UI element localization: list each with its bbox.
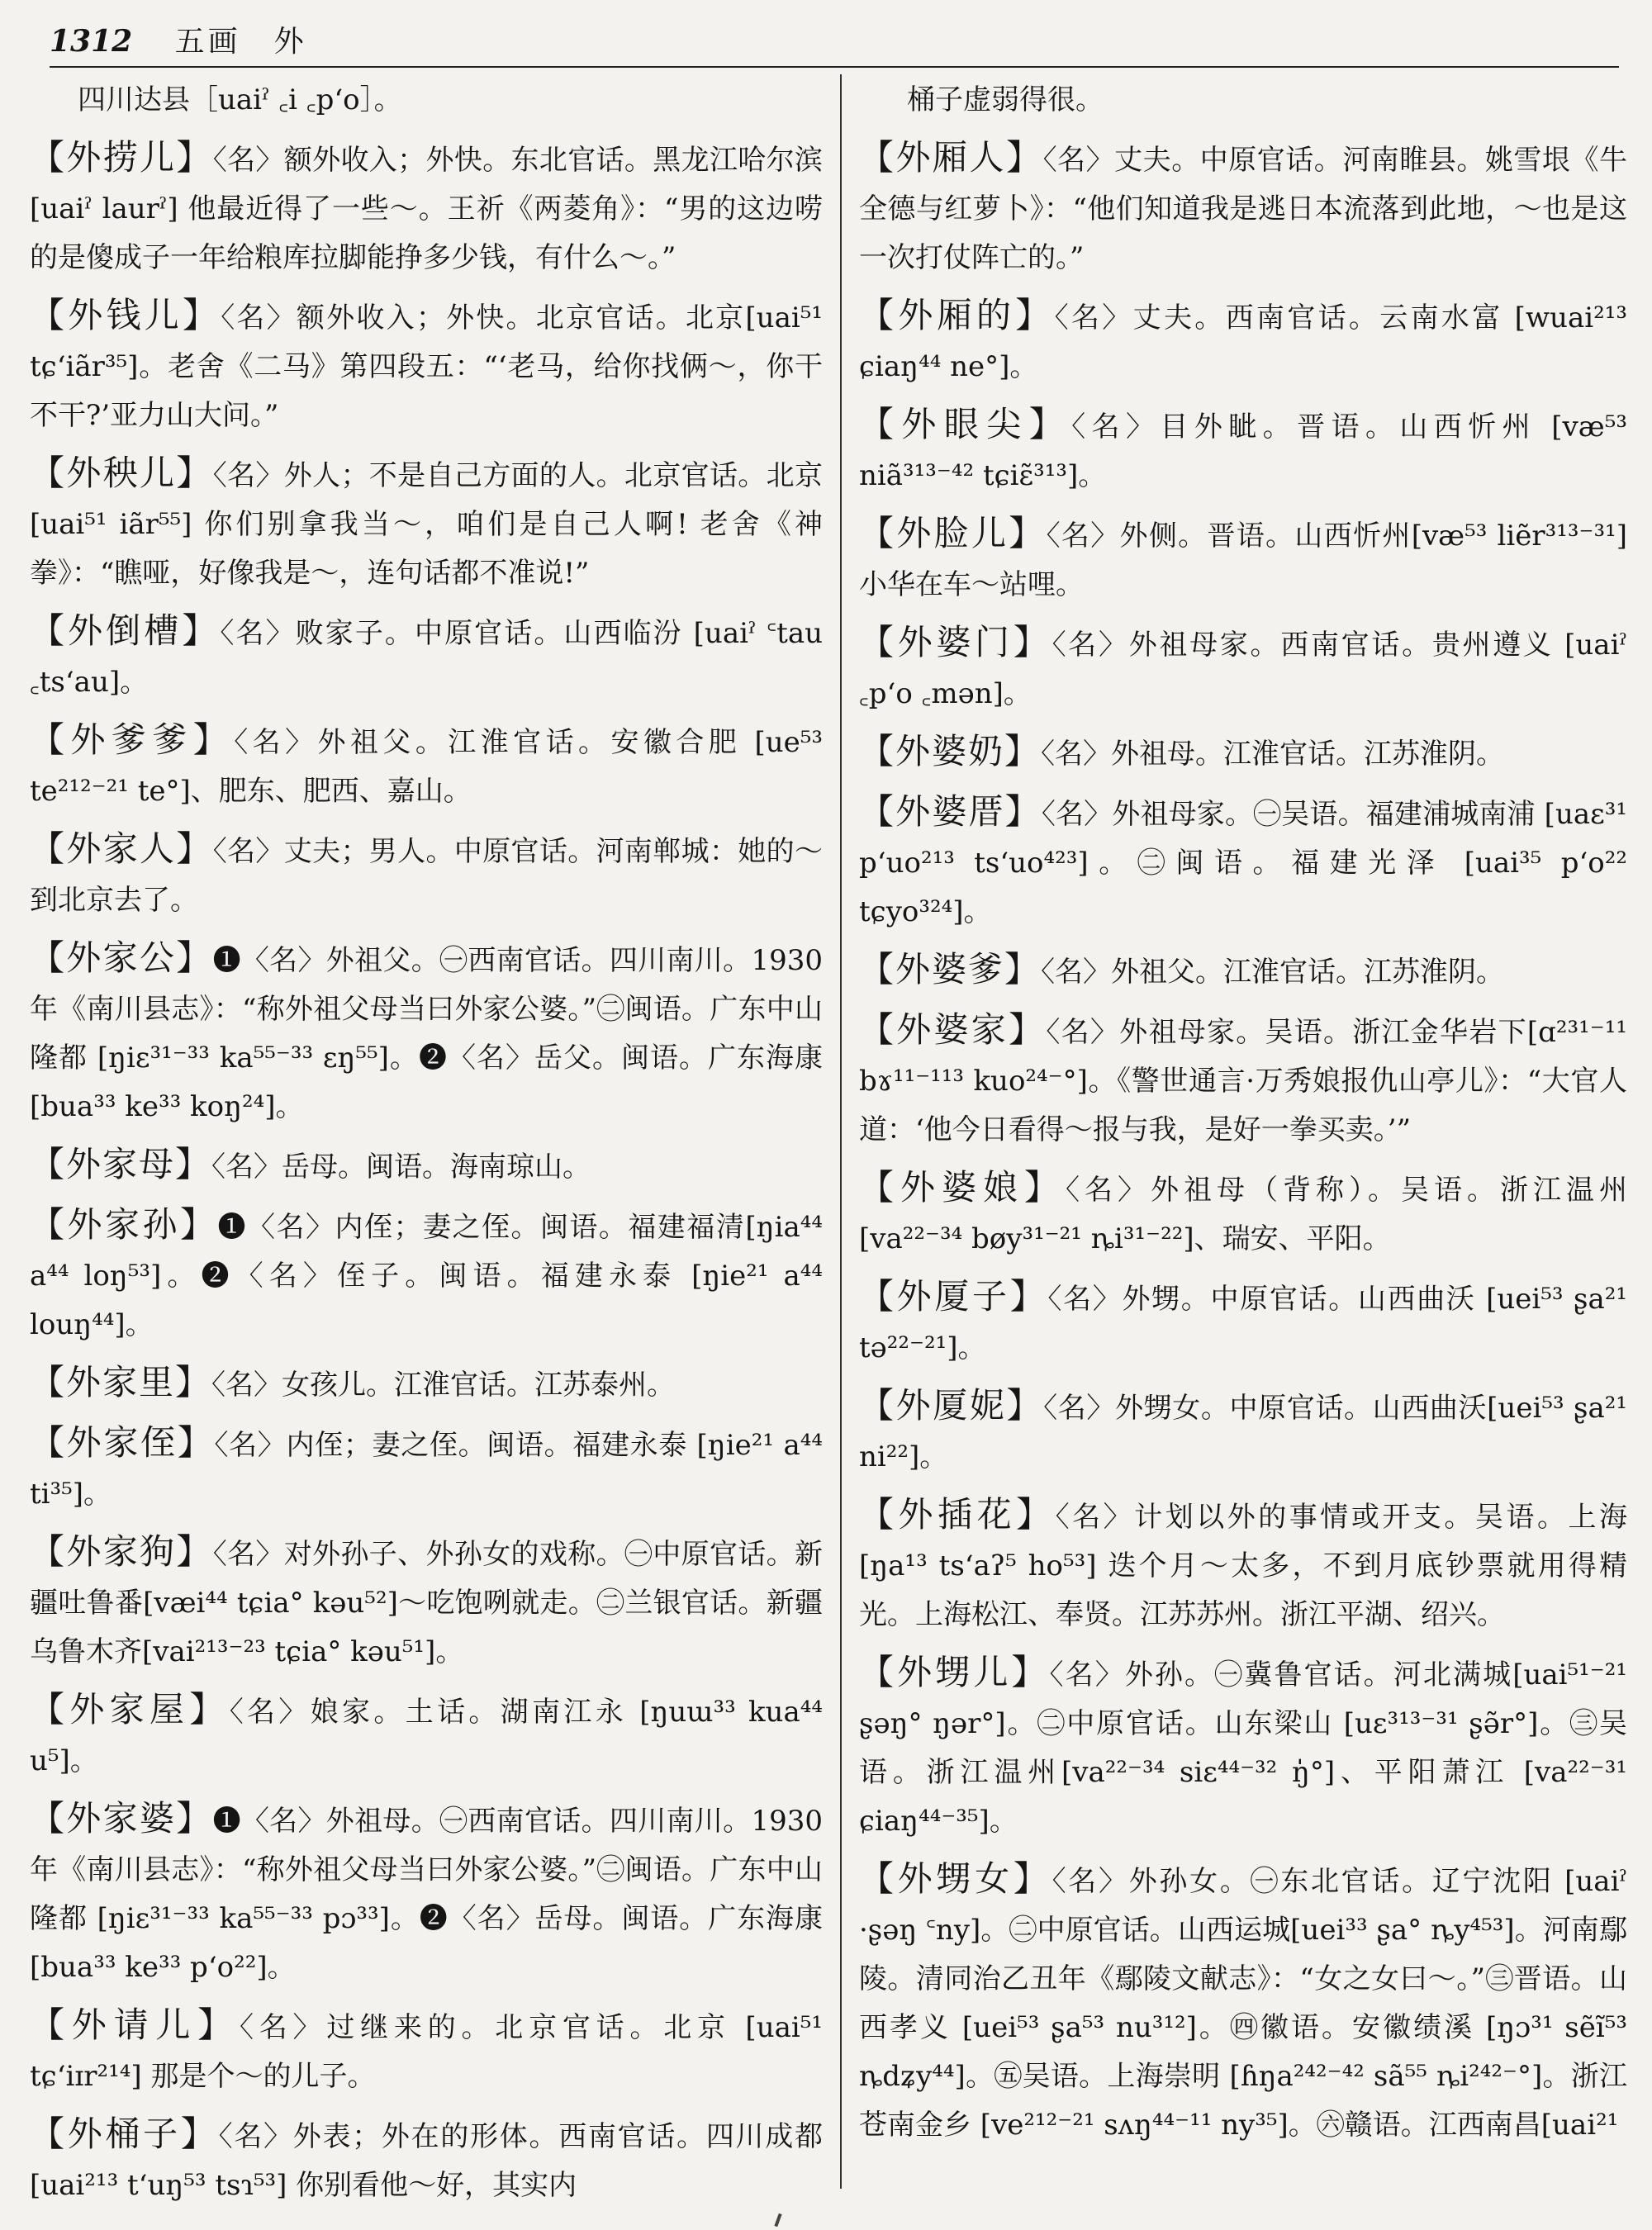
headword: 【外家婆】 bbox=[30, 1798, 213, 1839]
entry bbox=[30, 291, 823, 440]
right-column bbox=[859, 76, 1627, 2207]
definition: 〈名〉外人；不是自己方面的人。北京官话。北京 [uai⁵¹ iãr⁵⁵] 你们别拿我当～，咱们是自己人啊! 老舍《神拳》：“瞧哑，好像我是～，连句话都不准说!” bbox=[30, 459, 823, 590]
definition: 〈名〉外表；外在的形体。西南官话。四川成都 [uai²¹³ tʻuŋ⁵³ tsɿ⁵³] 你别看他～好，其实内 bbox=[30, 2120, 823, 2202]
headword: 【外婆爹】 bbox=[859, 949, 1042, 989]
print-mark bbox=[774, 2213, 781, 2227]
column-divider bbox=[840, 74, 842, 2189]
definition: 〈名〉外甥女。中原官话。山西曲沃[uei⁵³ ʂa²¹ ni²²]。 bbox=[859, 1392, 1627, 1473]
definition: 〈名〉外祖父。江淮官话。安徽合肥 [ue⁵³ te²¹²⁻²¹ te°]、肥东、肥西、嘉山。 bbox=[30, 726, 823, 808]
entry bbox=[30, 448, 823, 598]
entry bbox=[30, 1418, 823, 1519]
entry bbox=[30, 1200, 823, 1350]
entry bbox=[859, 291, 1627, 391]
entry bbox=[859, 1648, 1627, 1846]
entry bbox=[859, 133, 1627, 282]
headword: 【外厦妮】 bbox=[859, 1385, 1044, 1426]
headword: 【外厢人】 bbox=[859, 137, 1043, 178]
definition: 〈名〉外祖母（背称）。吴语。浙江温州 [va²²⁻³⁴ bøy³¹⁻²¹ ȵi³¹⁻²²]、瑞安、平阳。 bbox=[859, 1174, 1627, 1255]
entry bbox=[30, 606, 823, 707]
definition: 〈名〉计划以外的事情或开支。吴语。上海 [ŋa¹³ tsʻaʔ⁵ ho⁵³] 迭个月～太多，不到月底钞票就用得精光。上海松江、奉贤。江苏苏州。浙江平湖、绍兴。 bbox=[859, 1501, 1627, 1631]
definition: ❶〈名〉内侄；妻之侄。闽语。福建福清[ŋia⁴⁴ a⁴⁴ loŋ⁵³]。❷〈名〉侄子。闽语。福建永泰 [ŋie²¹ a⁴⁴ louŋ⁴⁴]。 bbox=[30, 1211, 823, 1341]
entry bbox=[30, 824, 823, 925]
entry bbox=[859, 400, 1627, 501]
entry bbox=[859, 1381, 1627, 1482]
headword: 【外家人】 bbox=[30, 828, 213, 869]
entry bbox=[859, 1854, 1627, 2150]
entry bbox=[859, 1490, 1627, 1639]
headword: 【外家母】 bbox=[30, 1144, 212, 1184]
entry bbox=[859, 509, 1627, 610]
definition: 〈名〉外祖母家。㊀吴语。福建浦城南浦 [uaɛ³¹ pʻuo²¹³ tsʻuo⁴²³]。㊁闽语。福建光泽 [uai³⁵ pʻo²² tɕyo³²⁴]。 bbox=[859, 798, 1627, 928]
entry bbox=[30, 1794, 823, 1992]
definition: 〈名〉外祖父。江淮官话。江苏淮阴。 bbox=[1041, 956, 1505, 989]
headword: 【外请儿】 bbox=[30, 2005, 240, 2045]
page-number: 1312 bbox=[50, 24, 133, 59]
definition: 〈名〉岳母。闽语。海南琼山。 bbox=[211, 1151, 591, 1184]
headword: 【外脸儿】 bbox=[859, 513, 1047, 553]
entry bbox=[30, 133, 823, 282]
definition: 〈名〉外甥。中原官话。山西曲沃 [uei⁵³ ʂa²¹ tə²²⁻²¹]。 bbox=[859, 1283, 1627, 1364]
headword: 【外甥女】 bbox=[859, 1858, 1052, 1899]
definition: 〈名〉目外眦。晋语。山西忻州 [væ⁵³ niã³¹³⁻⁴² tɕiɛ̃³¹³]。 bbox=[859, 410, 1627, 492]
headword: 【外眼尖】 bbox=[859, 404, 1072, 444]
definition: 〈名〉外祖母。江淮官话。江苏淮阴。 bbox=[1041, 738, 1505, 771]
entry bbox=[30, 1140, 823, 1192]
entry bbox=[859, 727, 1627, 779]
definition: 〈名〉娘家。土话。湖南江永 [ŋuɯ³³ kua⁴⁴ u⁵]。 bbox=[30, 1696, 823, 1777]
definition: 〈名〉外祖母家。吴语。浙江金华岩下[ɑ²³¹⁻¹¹ bɤ¹¹⁻¹¹³ kuo²⁴⁻°]。《警世通言·万秀娘报仇山亭儿》：“大官人道：‘他今日看得～报与我，是好一拳买卖。’” bbox=[859, 1016, 1627, 1146]
headword: 【外爹爹】 bbox=[30, 719, 235, 760]
continuation-text: 桶子虚弱得很。 bbox=[907, 83, 1104, 116]
headword: 【外厦子】 bbox=[859, 1276, 1048, 1317]
entry bbox=[859, 945, 1627, 997]
headword: 【外家侄】 bbox=[30, 1422, 215, 1463]
entry bbox=[859, 618, 1627, 719]
definition: 〈名〉丈夫。西南官话。云南水富 [wuai²¹³ ɕiaŋ⁴⁴ ne°]。 bbox=[859, 301, 1627, 383]
entry bbox=[30, 2109, 823, 2207]
definition: 〈名〉丈夫。中原官话。河南睢县。姚雪垠《牛全德与红萝卜》：“他们知道我是逃日本流落到此地，～也是这一次打仗阵亡的。” bbox=[859, 144, 1627, 274]
page-header bbox=[50, 17, 1619, 66]
entry bbox=[30, 2000, 823, 2101]
entry bbox=[30, 1358, 823, 1410]
definition: 〈名〉内侄；妻之侄。闽语。福建永泰 [ŋie²¹ a⁴⁴ ti³⁵]。 bbox=[30, 1429, 823, 1511]
definition: 〈名〉丈夫；男人。中原官话。河南郸城：她的～到北京去了。 bbox=[30, 835, 823, 917]
entry bbox=[859, 1163, 1627, 1264]
entry bbox=[859, 787, 1627, 937]
headword: 【外婆奶】 bbox=[859, 731, 1042, 771]
definition: 〈名〉败家子。中原官话。山西临汾 [uaiˀ ꜂tau ꜀tsʻau]。 bbox=[30, 617, 823, 699]
definition: 〈名〉外孙女。㊀东北官话。辽宁沈阳 [uaiˀ ·ʂəŋ ꜂ny]。㊁中原官话。山西运城[uei³³ ʂa° ȵy⁴⁵³]。河南鄢陵。清同治乙丑年《鄢陵文献志》：“女之女曰～。”㊂晋语。山西孝义 [uei⁵³ ʂa⁵³ nu³¹²]。㊃徽语。安徽绩溪 [ŋɔ³¹ sẽĩ⁵³ ȵdʑy⁴⁴]。㊄吴语。上海崇明 [ɦŋa²⁴²⁻⁴² sã⁵⁵ ȵi²⁴²⁻°]。浙江苍南金乡 [ve²¹²⁻²¹ sʌŋ⁴⁴⁻¹¹ ny³⁵]。㊅赣语。江西南昌[uai²¹ bbox=[859, 1865, 1627, 2142]
continuation-text: 四川达县［uaiˀ ꜀i ꜀pʻo］。 bbox=[78, 83, 402, 116]
definition: 〈名〉过继来的。北京官话。北京 [uai⁵¹ tɕʻiɪr²¹⁴] 那是个～的儿子。 bbox=[30, 2011, 823, 2093]
headword: 【外插花】 bbox=[859, 1494, 1056, 1535]
definition: 〈名〉额外收入；外快。北京官话。北京[uai⁵¹ tɕʻiãr³⁵]。老舍《二马》第四段五：“‘老马，给你找俩～，你干不干?’亚力山大问。” bbox=[30, 301, 823, 432]
headword: 【外倒槽】 bbox=[30, 610, 221, 651]
headword: 【外家里】 bbox=[30, 1362, 212, 1402]
definition: 〈名〉外孙。㊀冀鲁官话。河北满城[uai⁵¹⁻²¹ ʂəŋ° ŋər°]。㊁中原官话。山东梁山 [uɛ³¹³⁻³¹ ʂə̃r°]。㊂吴语。浙江温州[va²²⁻³⁴ siɛ⁴⁴⁻³² ŋ̍°]、平阳萧江 [va²²⁻³¹ ɕiaŋ⁴⁴⁻³⁵]。 bbox=[859, 1658, 1627, 1838]
definition: ❶〈名〉外祖父。㊀西南官话。四川南川。1930年《南川县志》：“称外祖父母当曰外家公婆。”㊁闽语。广东中山隆都 [ŋiɛ³¹⁻³³ ka⁵⁵⁻³³ ɛŋ⁵⁵]。❷〈名〉岳父。闽语。广东海康 [bua³³ ke³³ koŋ²⁴]。 bbox=[30, 944, 823, 1123]
definition: 〈名〉女孩儿。江淮官话。江苏泰州。 bbox=[211, 1369, 676, 1402]
definition: 〈名〉额外收入；外快。东北官话。黑龙江哈尔滨[uaiˀ laurˀ] 他最近得了一些～。王祈《两菱角》：“男的这边唠的是傻成子一年给粮库拉脚能挣多少钱，有什么～。” bbox=[30, 144, 823, 274]
headword: 【外甥儿】 bbox=[859, 1652, 1050, 1692]
headword: 【外家孙】 bbox=[30, 1204, 218, 1245]
definition: ❶〈名〉外祖母。㊀西南官话。四川南川。1930年《南川县志》：“称外祖父母当曰外家公婆。”㊁闽语。广东中山隆都 [ŋiɛ³¹⁻³³ ka⁵⁵⁻³³ pɔ³³]。❷〈名〉岳母。闽语。广东海康 [bua³³ ke³³ pʻo²²]。 bbox=[30, 1805, 823, 1984]
headword: 【外婆家】 bbox=[859, 1009, 1047, 1050]
left-column bbox=[30, 76, 823, 2207]
section-title: 五画 外 bbox=[174, 25, 307, 59]
headword: 【外婆厝】 bbox=[859, 791, 1042, 832]
entry bbox=[30, 715, 823, 816]
headword: 【外婆门】 bbox=[859, 622, 1052, 662]
headword: 【外家公】 bbox=[30, 937, 213, 978]
entry bbox=[30, 1685, 823, 1786]
header-rule bbox=[50, 66, 1619, 68]
headword: 【外婆娘】 bbox=[859, 1167, 1066, 1208]
definition: 〈名〉对外孙子、外孙女的戏称。㊀中原官话。新疆吐鲁番[væi⁴⁴ tɕia° kəu⁵²]～吃饱咧就走。㊁兰银官话。新疆乌鲁木齐[vai²¹³⁻²³ tɕia° kəu⁵¹]。 bbox=[30, 1538, 823, 1668]
headword: 【外桶子】 bbox=[30, 2114, 219, 2154]
definition: 〈名〉外侧。晋语。山西忻州[væ⁵³ liẽr³¹³⁻³¹] 小华在车～站哩。 bbox=[859, 520, 1627, 601]
headword: 【外秧儿】 bbox=[30, 453, 213, 493]
entry bbox=[859, 1272, 1627, 1373]
headword: 【外捞儿】 bbox=[30, 137, 213, 178]
entry bbox=[859, 1005, 1627, 1155]
definition: 〈名〉外祖母家。西南官话。贵州遵义 [uaiˀ ꜀pʻo ꜀mən]。 bbox=[859, 629, 1627, 710]
headword: 【外厢的】 bbox=[859, 295, 1055, 335]
headword: 【外家屋】 bbox=[30, 1689, 230, 1729]
entry bbox=[30, 933, 823, 1132]
headword: 【外钱儿】 bbox=[30, 295, 221, 335]
headword: 【外家狗】 bbox=[30, 1531, 213, 1572]
entry bbox=[30, 1527, 823, 1677]
